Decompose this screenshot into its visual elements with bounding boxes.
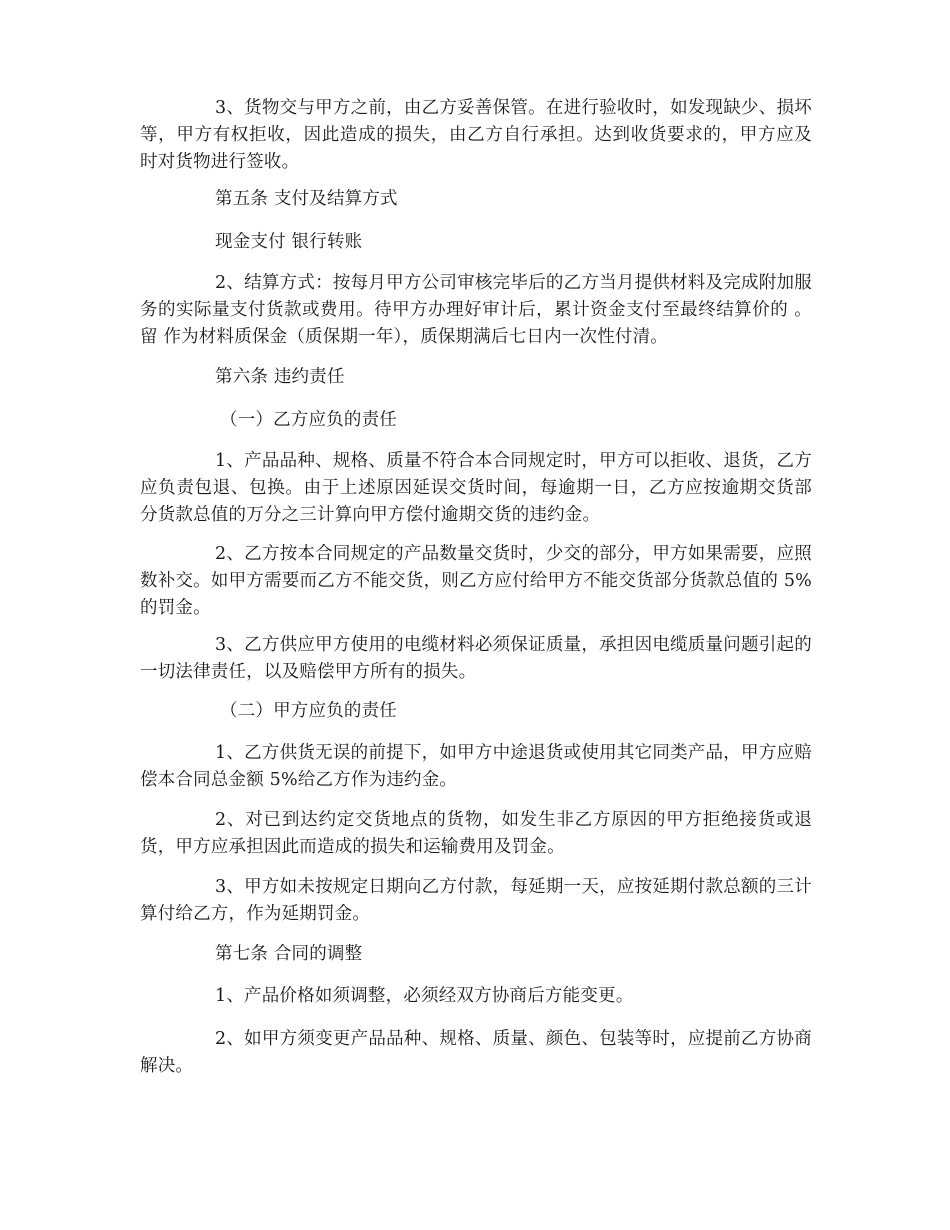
article-five-heading: 第五条 支付及结算方式 <box>215 189 398 209</box>
paragraph-a-late-payment: 3、甲方如未按规定日期向乙方付款，每延期一天，应按延期付款总额的三计算付给乙方，作为延期罚金。 <box>140 877 812 924</box>
article-seven-heading: 第七条 合同的调整 <box>215 944 363 964</box>
paragraph-b-quality-nonconformance: 1、产品品种、规格、质量不符合本合同规定时，甲方可以拒收、退货，乙方应负责包退、包换。由于上述原因延误交货时间，每逾期一日，乙方应按逾期交货部分货款总值的万分之三计算向甲方偿付逾期交货的违约金。 <box>140 451 812 525</box>
paragraph-price-adjustment: 1、产品价格如须调整，必须经双方协商后方能变更。 <box>215 986 634 1006</box>
paragraph-goods-custody: 3、货物交与甲方之前，由乙方妥善保管。在进行验收时，如发现缺少、损坏等，甲方有权拒收，因此造成的损失，由乙方自行承担。达到收货要求的，甲方应及时对货物进行签收。 <box>140 98 812 172</box>
paragraph-product-change: 2、如甲方须变更产品品种、规格、质量、颜色、包装等时，应提前乙方协商解决。 <box>140 1029 812 1076</box>
payment-methods-line: 现金支付 银行转账 <box>215 232 363 252</box>
article-six-heading: 第六条 违约责任 <box>215 367 345 387</box>
paragraph-a-return-penalty: 1、乙方供货无误的前提下，如甲方中途退货或使用其它同类产品，甲方应赔偿本合同总金额 5%给乙方作为违约金。 <box>140 743 812 790</box>
paragraph-b-cable-quality: 3、乙方供应甲方使用的电缆材料必须保证质量，承担因电缆质量问题引起的一切法律责任，以及赔偿甲方所有的损失。 <box>140 635 812 682</box>
section-party-b-liability-heading: （一）乙方应负的责任 <box>220 410 397 430</box>
paragraph-b-short-delivery: 2、乙方按本合同规定的产品数量交货时，少交的部分，甲方如果需要，应照数补交。如甲方需要而乙方不能交货，则乙方应付给甲方不能交货部分货款总值的 5%的罚金。 <box>140 544 812 618</box>
paragraph-settlement-method: 2、结算方式：按每月甲方公司审核完毕后的乙方当月提供材料及完成附加服务的实际量支付货款或费用。待甲方办理好审计后，累计资金支付至最终结算价的 。留 作为材料质保金（质保期一年），质保期满后七日内一次性付清。 <box>140 273 812 347</box>
section-party-a-liability-heading: （二）甲方应负的责任 <box>220 701 397 721</box>
paragraph-a-refuse-delivery: 2、对已到达约定交货地点的货物，如发生非乙方原因的甲方拒绝接货或退货，甲方应承担因此而造成的损失和运输费用及罚金。 <box>140 810 812 857</box>
